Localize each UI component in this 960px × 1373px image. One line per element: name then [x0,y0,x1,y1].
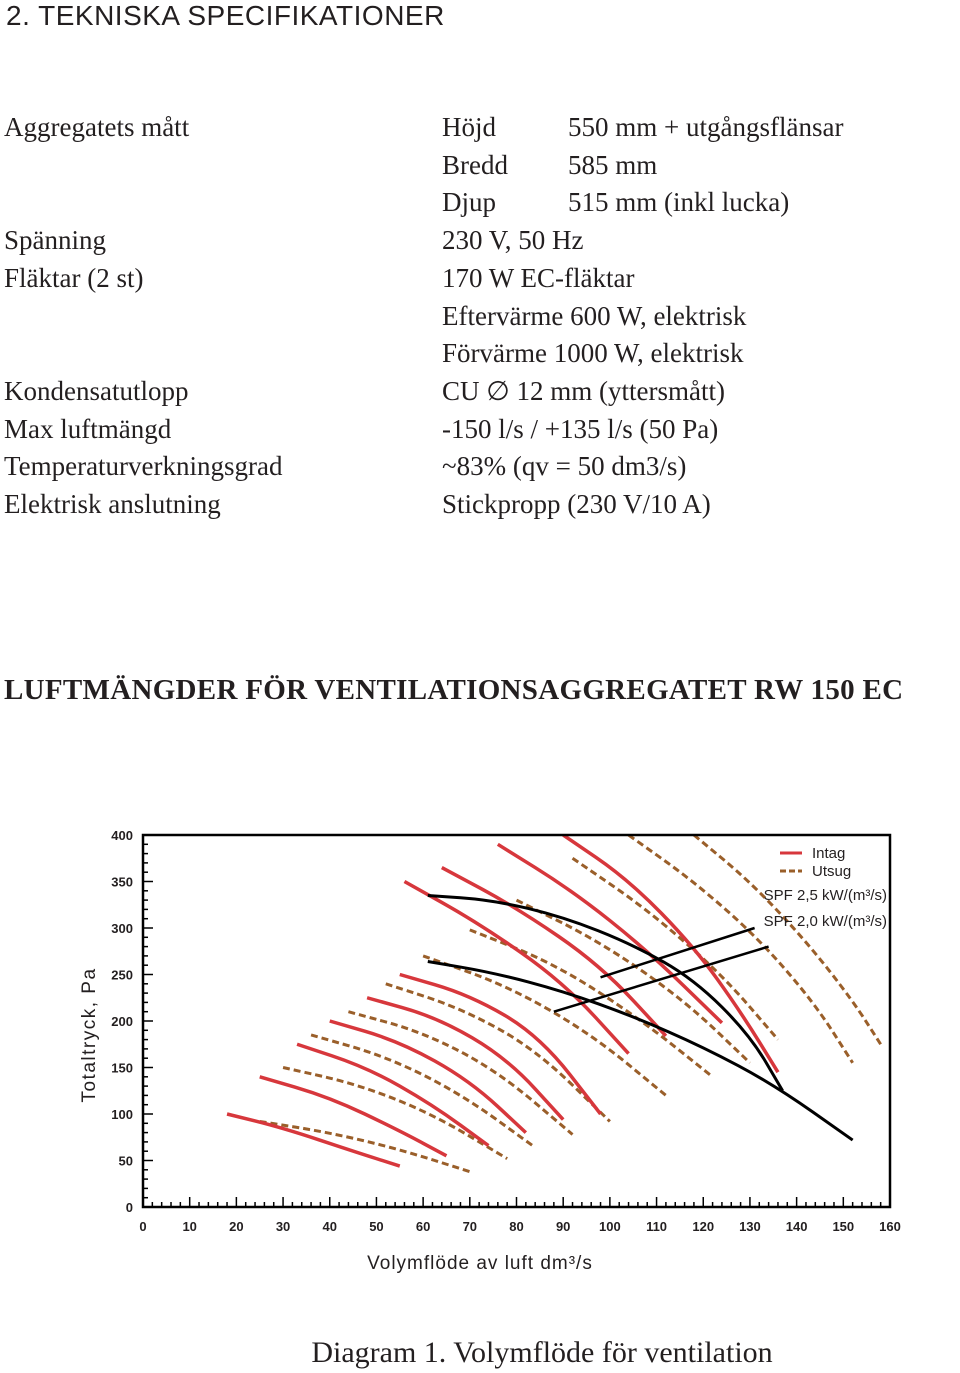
section-title: 2. TEKNISKA SPECIFIKATIONER [6,0,445,31]
spec-value: 170 W EC-fläktar [442,262,635,293]
spec-value: 585 mm [568,149,658,180]
utsug-curve [311,1035,535,1148]
x-tick-label: 150 [832,1219,855,1234]
legend-label: Intag [812,845,846,862]
y-tick-label: 350 [111,874,133,890]
spec-row [4,187,944,225]
spec-row [4,376,944,414]
x-tick-label: 90 [555,1219,571,1234]
y-tick-label: 100 [111,1107,133,1122]
y-tick-label: 50 [118,1153,133,1169]
x-tick-label: 40 [322,1219,337,1234]
intag-curve [498,844,722,1023]
x-tick-label: 120 [692,1219,715,1234]
y-tick-label: 150 [111,1060,133,1076]
spec-label: Fläktar (2 st) [4,262,144,293]
spec-value: 550 mm + utgångsflänsar [568,112,844,142]
spec-key: Djup [442,187,496,218]
spec-row [4,301,944,339]
x-tick-label: 110 [646,1219,668,1234]
utsug-curve [260,1121,470,1171]
x-tick-label: 70 [462,1219,478,1234]
intag-curve [227,1114,400,1166]
spec-row [4,414,944,452]
intag-curve [260,1077,447,1156]
legend-label: Utsug [812,863,852,880]
spec-key: Höjd [442,112,496,142]
spec-row [4,150,944,188]
spec-label: Kondensatutlopp [4,375,189,406]
x-tick-label: 130 [739,1219,761,1234]
utsug-curve [573,858,778,1039]
spec-value: Förvärme 1000 W, elektrisk [442,338,744,369]
chart-figure [0,820,960,1320]
x-axis-label: Volymflöde av luft dm³/s [367,1253,593,1274]
legend-label: SPF 2,5 kW/(m³/s) [763,887,887,904]
spec-value: 230 V, 50 Hz [442,225,584,256]
utsug-curve [283,1068,507,1159]
y-tick-label: 0 [125,1200,133,1215]
x-tick-label: 10 [182,1219,197,1234]
spec-value: CU ∅ 12 mm (yttersmått) [442,375,725,406]
spec-row [4,112,944,150]
intag-curve [367,998,563,1120]
spec-label: Elektrisk anslutning [4,489,221,519]
x-tick-label: 80 [509,1219,524,1234]
x-tick-label: 30 [275,1219,291,1234]
x-tick-label: 20 [229,1219,244,1234]
x-tick-label: 0 [139,1219,147,1234]
spec-key: Bredd [442,149,508,180]
spec-label: Temperaturverkningsgrad [4,451,283,482]
y-axis-label: Totaltryck, Pa [79,967,100,1103]
x-tick-label: 100 [599,1219,621,1234]
figure-caption: Diagram 1. Volymflöde för ventilation [311,1336,773,1369]
spec-value: Stickpropp (230 V/10 A) [442,489,711,519]
spec-label: Aggregatets mått [4,112,190,142]
spec-value: -150 l/s / +135 l/s (50 Pa) [442,413,719,444]
spec-value: ~83% (qv = 50 dm3/s) [442,451,687,482]
spec-row [4,263,944,301]
spec-label: Max luftmängd [4,413,172,444]
spec-value: Eftervärme 600 W, elektrisk [442,300,747,331]
x-tick-label: 50 [369,1219,384,1234]
spec-value: 515 mm (inkl lucka) [568,187,790,218]
y-tick-label: 300 [111,921,133,936]
spec-row [4,225,944,263]
chart-legend [764,845,887,930]
legend-label: SPF 2,0 kW/(m³/s) [763,913,887,930]
spec-row [4,338,944,376]
y-tick-label: 200 [111,1014,133,1029]
y-tick-label: 250 [111,967,133,983]
utsug-curve [517,900,750,1063]
chart-curves [227,835,881,1172]
x-tick-label: 140 [785,1219,808,1234]
y-tick-label: 400 [111,828,133,843]
spec-row [4,451,944,489]
x-tick-label: 160 [879,1219,901,1234]
x-tick-label: 60 [415,1219,431,1234]
spec-label: Spänning [4,225,107,256]
diagram-heading: LUFTMÄNGDER FÖR VENTILATIONSAGGREGATET RW 150 EC [4,674,904,706]
spec-row [4,489,944,527]
